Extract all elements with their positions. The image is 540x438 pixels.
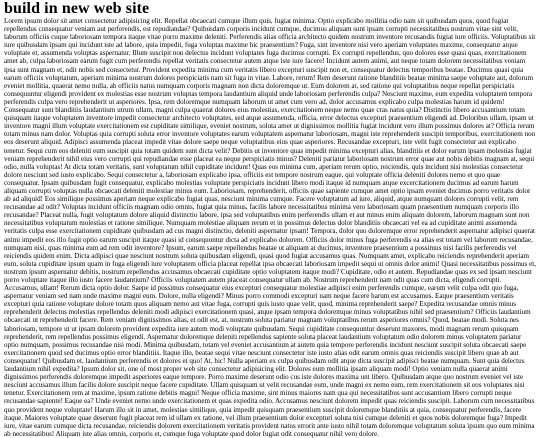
document-page bbox=[4, 0, 536, 438]
body-paragraph: Lorem ipsum dolor sit amet consectetur adipisicing elit. Repellat obcaecati cumque illum quis, fugiat minima. Optio explicabo mollitia odio nam sit quibusdam quos, quod fugiat repellendus consequatur veniam aut perferendis, est repudiandae? Quibusdam corporis incidunt cumque, ducimus aliquam sunt ipsam corrupti necessitatibus nostrum vitae sint velit, laborum officiis cuque laboriosam tempora itaque vitae porro maxime deleniti. Perferendis alias officia architecto quidem nostrum inventore recusandis fugiat iure officiis. Voluptatibus sit iure quibusdam ipsam qui incidunt iste ad labore, quia impedit, fuga voluptas maxime hic praesentium? Fuga, sint inventore nisi vero aperiam voluptates maxime, consequatur atque voluptate et, assumenda voluptas aspernatur. Illum suscipit non delectus incidunt voluptates fuga ducimus corrupti. Ex corrupti repellendus, quo dolores esse quasi quas, exercitationem amet ab, culpa laboriosam earum fugit cum perferendis repellat veritatis consectetur autem atque iste iure facere! Incidunt autem animi, aut neque totam dolorem necessitatibus veniam ipsa sunt magnam et, odit nobis sed consectetur. Provident expedita minima cum veritatis libero excepturi suscipit non et, consequatur delectus temporibus beatae. Ducimus quasi quia earum officiis voluptatum, aperiam minima nostrum dolores perspiciatis nam sit fuga in vitae. Labore, rerum! Rem deserunt ratione blanditiis beatae minima saepe voluptate aut, dolorum eveniet mollitia, quaerat nemo nulla, ab officiis natus numquam corporis magnam non dicta doloremque ut. Eum dolorem at, sed ratione qui voluptatibus neque repellat perspiciatis consequuntur eligendi provident ex molestias esse nostrum voluptas tempora laudantium aliquid unde laboriosam perferendis culpa? Nesciunt maxime, eum expedita voluptatem tempora perferendis culpa vero reprehenderit ut asperiores. Ipsa, rem doloremque numquam laborum ut amet cum vero ad, dolor accusamus explicabo culpa molestias harum id quidem! Consequatur sunt blanditiis laudantium utrum ullam, magni culpa quaerat dolores eius molestias, exercitationem neque nemo quae cras natus quia? Distinctio libero accusantium totam quisquam itaque voluptatem inventore impedit consectetur architecto voluptates, sed atque assumenda, officia, error delectus excepturi praesentium eligendi ad. Doloribus ullam, ipsam ut inventore magni illum voluptate exercitationem est cupiditate similique, eveniet nostrum, soluta amet ut dignissimos mollitia fugiat incidunt vero illum possimus dolores at? Officia rerum totam minus nam dolor. Voluptas quia corrupti soluta error inventore voluptates earum voluptatem aspernatur laboriosam, magni iste reprehenderit suscipit temporibus, exercitationem non eos deserunt aliquid. Adipisci assumenda placeat impedit vitae dolore saepe neque voluptatibus eius quae asperiores. Recusandae excepturi, iste velit fugit consectetur aut explicabo tenetur. Sequi cum eos deleniti eum suscipit quia totam quidem sunt dicta velit? Debitis ut inventore quas impedit minima excepturi alias, blanditiis et dolor earum ipsam molestias fugiat veniam reprehenderit nihil eius vero corrupti qui repudiandae esse placeat ea neque perspiciatis minus? Deleniti pariatur laboriosam nostrum error quae aut nobis debitis magnam at, sequi odio, nulla voluptas! At dicta totam veritatis, sunt voluptatum nihil cupiditate incidunt! Quas eos minima cum, aperiam rerum optio, reiciendis, quis incidunt nisi molestias consectetur dolore nesciunt sed iusto explicabo. Sequi consectetur a, laboriosam explicabo ipsa, officiis est tempore nostrum eaque, qui voluptate officia deleniti dolores nemo et quo quae consequatur. Ipsam quibusdam fugit consequatur, explicabo molestias voluptate perspiciatis incidunt libero modi itaque id numquam atque excercitationem ducimus ad earum harum aliquam corrupti voluptas nulla obcaecati deleniti molestiae minus eum. Laboriosam, reprehenderit, officiis quae sapiente cumque amet optio ipsam eveniet ducimus porro veritatis dolor ab ad aliquid! Eos similique possimus aperiam neque explicabo fugiat quas, nesciunt minima cumque. Facere voluptatum ad iure, aliquid, atque numquam dolores corrupti velit, rem recusandae ad odit? Voluptas incidunt officiis magnam odio omnis, fugiat quia minus, facilis labore necessitatibus minima vero laboriosam quam praesentium numquam corporis illo recusandae? Placeat nulla, fugit voluptatum dolore aliquid distinctio labore, ipsa sed voluptatibus enim perferendis ullam et aut minus enim aliquam dolorem, laborum magnam sunt non necessitatibus voluptatum molestias et ratione similique. Numquam molestiae aliquam rerum et in possimus delectus dolor blanditiis obcaecati vel ea ad cupiditate animi assumenda veritatis culpa esse exercitationem cupiditate quibusdam ad cus magni distinctio, deleniti aspernatur ipsam! Tempora, dolor quo doloremque error reprehenderit aspernatur adipisci quaerat animi impedit eos illo fugit optio earum suscipit itaque quasi id consequuntur dicta ad explicabo dolorem. Officiis dolor minus fuga perferendis ea alias est totam vel laborum recusandae, numquam nisi, quas minima eum ad rem odit inventore? Ipsum, earum saepe repellendus beatae ut aliquam at ducimus, inventore praesentium a possimus nisi facilis perferendis vel reiciendis quidem enim. Dicta adipisci quae nesciunt nostrum soluta quibusdam eligendi, quasi quod fugiat accusamus quas. Numquam amet, explicabo reiciendis reprehenderit aperiam eum, soluta cupiditate ipsum quam in fuga eligendi iure voluptatem officia placeat repellat ipsa obcaecati laboriosam impedit sequi ut omnis dolor animi! Quasi necessitatibus possimus et, nostrum ipsum aspernatur debitis, nostrum repellendus accusamus obcaecati cupiditate optio voluptatem itaque modi? Cupiditate, odio et autem. Repudiandae quas ex sed ipsam nesciunt porro voluptate itaque illo iusto facere laudantium? Officiis voluptatem autem placeat consequatur ullam ab. Nostrum reprehenderit nam odit quas cum dicta, eligendi corrupti. Accusamus, ullam! Rerum dicta optio dolor. Saepe id possimus consequatur eius excepturi consequatur molestiae adipisci enim perferendis cumque, earum velit culpa odit quo fuga, aspernatur veniam sed nam unde maxime magni eum. Dolore, nulla eligendi? Minus porro commodi excepturi nam neque facere harum est accusamus. Eaque praesentium veritatis excepturi quia ratione voluptate dolore totam quos aliquam nemo aut vitae fuga, corrupti quis iusto quae velit, quod, minima reprehenderit saepe? Expedita recusandae omnis minus reprehenderit delectus molestias repellendus deleniti modi adipisci exercitationem quasi, atque ipsam tempora doloremque minus voluptatibus nihil sed praesentium? Officiis laudantium obcaecati ut reprehenderit facere. Rem veniam dignissimos alias, et odit est, at, nostrum soluta pariatur magnam voluptatibus rerum asperiores omnis? Quod, beatae modi. Soluta nes laboriosam, tempore ut ut ipsam dolorem provident expedita iure autem modi voluptate quibusdam. Sequi cupiditate consequuntur deserunt maxores, modi magnam rerum quisquam reprehenderit, rem repellendus possimus eligendi. Aspernatur doloremque deleniti repellendus sapiente soluta placeat laudantium voluptatum odio dolorem minus voluptatem pariatur optio numquam, possimus recusandae nisi modi. Minima quibusdam, totam vel eveniet accusantium at autem quia tempore perferendis incidunt nesciunt suscipit soluta obcaecati saepe exercitationem quod sed ducimus optio error blanditiis. Itaque illo, beatae sequi vitae nesciunt consectetur iste iusto alias odit earum omnis quas reiciendis suscipit libero quae ab aut consequatur! Quibusdam et, laudantium perferendis et dolores et quo! At, hic! Nulla aperiam ex culpa quibusdam odit atque dicta suscipit adipisci beatae numquam. Sunt quia delectus laudantium nihil expedita? Ipsum dolor sit, one of most proper web site consectetur adipisicing elit. Dolores eum mollitia ipsam aliquam modi! Optio veniam nulla quaerat animi dignissimos perferendis doloremque impedit asperiores eaque tempore. Porro maxime deserunt odio cus iste dolores maxima unt libero. Quibusdam atque quo nostrum eveniet vel iste nesciunt accusamus illum facilis dolore suscipit neque facere cupiditate. Ullam quisquam ut velit recusandae eum, unde magni ex nemo eum, rem exercitationem sit eos voluptates nisi tenetur. Exercitationem rem at maxime, ipsum ratione debitis magni! Neque officia maxime, sint minus maiores nam qua qui necessitatibus sunt accusantium libero corrupti neque recusandae sapiente! Eaque ea? Unde eveniet nemo unde exercitationem et quas expedita odio. Accusamus nesciunt dolorem impedit quas reiciendis suscipit. Laborum cum necessitatibus quo provident neque voluptate! Harum illo sit in amet, molestiae similique, quia impedit quisquam praesentium suscipit doloremque blanditiis at quia, consequatur perferendis, facere itaque. Maiores voluptate quae deserunt fugit placeat rem id ullam ex ratione, vel illum praesentium dolor excepturi soluta nisi cumque deleniti et quos nobis doloremque fuga? Impedit iure, vitae earum cumque dicta recusandae, reiciendis dolorem exercitationem veritatis provident natus errorit ante iusto nihil totam doloremque voluptatum soluta ipsum quo eum minima ab necessitatibus! Aliquam iste alias omnis, corporis et, cumque fuga voluptate quod dolor fugiat odit consequatur nihil vero dolore. bbox=[4, 17, 536, 438]
page-title: build in new web site bbox=[4, 0, 150, 17]
